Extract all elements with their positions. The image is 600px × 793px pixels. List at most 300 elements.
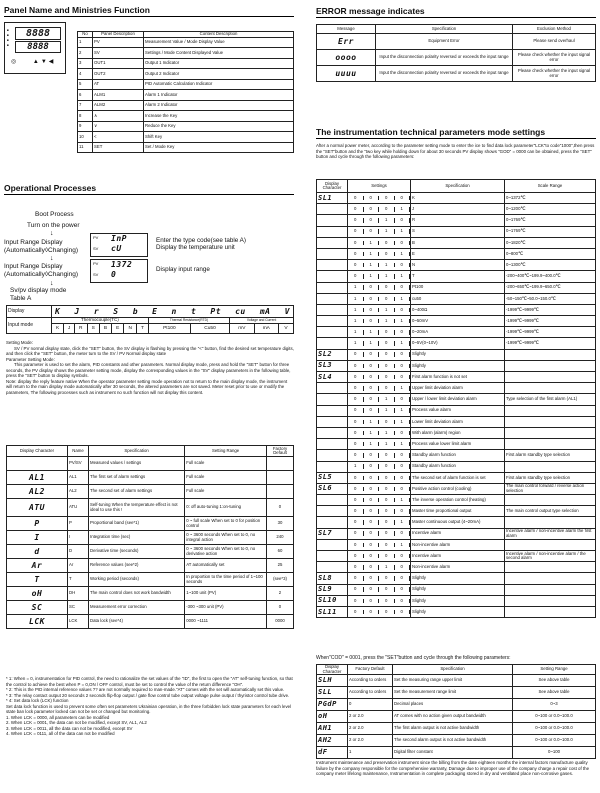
tech-display-char: SL5: [317, 472, 348, 483]
table-row: [317, 282, 596, 293]
left-column: [0, 0, 298, 736]
tech-specification: cu50: [411, 293, 505, 304]
tech-scale-range: 0~1200℃: [505, 204, 596, 215]
tech-scale-range: [505, 539, 596, 550]
settings-digit: 0: [379, 420, 395, 425]
table-cell: 5: [78, 79, 93, 90]
settings-digit: 1: [364, 274, 380, 279]
tech-display-char: [317, 271, 348, 282]
settings-digit: 1: [364, 252, 380, 257]
table-cell: Measurement Value / Mode Display Value: [144, 37, 294, 48]
table-row: [317, 711, 596, 723]
tech-display-char: [317, 304, 348, 315]
table-row: [317, 293, 596, 304]
table-cell: Reduce the Key: [144, 121, 294, 132]
settings-digit: 0: [348, 487, 364, 492]
flow-arrow-3: ↓: [50, 280, 54, 287]
svpv-mode-label: Sv/pv display mode: [10, 287, 67, 294]
tech-display-char: [317, 439, 348, 450]
key-buttons[interactable]: ◎ ▲▼◀: [11, 59, 56, 65]
tech-header-cell: Settings: [348, 180, 411, 193]
settings-digit: 0: [364, 297, 380, 302]
table-cell: I: [68, 531, 89, 545]
table-row: [317, 517, 596, 528]
sv-display: 8888: [15, 41, 61, 53]
table-row: [317, 271, 596, 282]
settings-digit: 1: [395, 341, 411, 346]
settings-digits: [348, 386, 410, 391]
settings-digit: 1: [379, 397, 395, 402]
table-cell: uuuu: [317, 66, 376, 82]
error-header-cell: Exclusion Method: [513, 25, 596, 34]
tech-display-char: [317, 562, 348, 573]
table-row: [317, 562, 596, 573]
table-row: [317, 439, 596, 450]
error-title: ERROR message indicates: [316, 5, 596, 18]
error-header-cell: Message: [317, 25, 376, 34]
table-row: [317, 50, 596, 66]
settings-digits: [348, 453, 410, 458]
tech-display-char: [317, 327, 348, 338]
settings-digit: 0: [348, 543, 364, 548]
tech-intro: After a normal power meter, according to the parameter setting mode to enter the ice to find data lock parameter"LCK"to code"1000",then press the "SET"button and the "two key while holding down for about 30 seconds PV display shows "GOD" = 0000 can be obtained, press the "SET" button and cycle through the following parameters:: [316, 143, 595, 159]
table-row: [317, 735, 596, 747]
note-temp-unit: Display the temperature unit: [156, 244, 235, 251]
tech-specification: Standby alarm function: [411, 461, 505, 472]
settings-digits: [348, 442, 410, 447]
settings-digit: 1: [348, 330, 364, 335]
tech-scale-range: 0~1769℃: [505, 226, 596, 237]
tech-display-char: [317, 260, 348, 271]
tech-display-char: SL1: [317, 193, 348, 204]
tech-display-char: [317, 506, 348, 517]
table-cell: Working period (seconds): [89, 573, 185, 587]
table-cell: LCK: [68, 615, 89, 629]
tech-specification: Incentive alarm: [411, 528, 505, 539]
settings-digit: 0: [364, 196, 380, 201]
table-row: [317, 248, 596, 259]
device-front-panel: [4, 22, 66, 74]
table-cell: DH: [68, 587, 89, 601]
table-row: [317, 338, 596, 349]
settings-digit: 0: [379, 241, 395, 246]
table-cell: [7, 457, 68, 471]
settings-digit: 0: [395, 241, 411, 246]
settings-digit: 0: [348, 520, 364, 525]
table-cell: Digital filter constant: [393, 747, 513, 759]
settings-digits: [348, 229, 410, 234]
table-row: [317, 260, 596, 271]
tech-specification: The inverse operation control (heating): [411, 495, 505, 506]
table-cell: dF: [317, 747, 348, 759]
settings-digit: 0: [364, 375, 380, 380]
settings-digit: 0: [379, 531, 395, 536]
mode-cell: J: [64, 323, 75, 333]
tech-settings: [348, 215, 411, 226]
settings-digits: [348, 297, 410, 302]
tech-settings: [348, 237, 411, 248]
table-cell: Please send overhaul: [513, 34, 596, 50]
table-row: [317, 450, 596, 461]
tech-specification: Master time proportional output: [411, 506, 505, 517]
pv-inp-code: InP: [111, 234, 127, 243]
table-cell: P: [68, 517, 89, 531]
settings-digits: [348, 207, 410, 212]
tech-settings: [348, 495, 411, 506]
table-row: [317, 528, 596, 539]
tech-scale-range: [505, 439, 596, 450]
settings-digit: 0: [395, 599, 411, 604]
settings-digit: 0: [379, 341, 395, 346]
settings-digit: 0: [395, 330, 411, 335]
tech-display-char: [317, 394, 348, 405]
table-cell: Input the disconnection polarity reversed or exceeds the input range: [376, 50, 513, 66]
display-code: n: [171, 306, 177, 316]
settings-digits: [348, 364, 410, 369]
tech-scale-range: [505, 461, 596, 472]
table-cell: AL1: [7, 471, 68, 485]
tech-scale-range: -200~400℃~199.9~400.0℃: [505, 271, 596, 282]
table-cell: 0: [267, 601, 294, 615]
table-cell: 1: [78, 37, 93, 48]
settings-digit: 0: [364, 509, 380, 514]
table-cell: 0 ~ 3600 seconds When set to 0, no derivative action: [185, 545, 267, 559]
table-row: [7, 587, 294, 601]
table-cell: AT: [93, 79, 144, 90]
footnotes: [6, 676, 294, 737]
settings-digits: [348, 520, 410, 525]
settings-digit: 0: [395, 196, 411, 201]
settings-digit: 1: [379, 274, 395, 279]
table-row: [317, 699, 596, 711]
tech-header-cell: Scale Range: [505, 180, 596, 193]
settings-digit: 0: [395, 375, 411, 380]
settings-digit: 0: [348, 364, 364, 369]
table-cell: 0~100: [513, 747, 596, 759]
table-cell: AL2: [68, 485, 89, 499]
note-input-range: Display input range: [156, 266, 210, 273]
table-cell: Self-tuning When the temperature effect is not ideal to use this !: [89, 499, 185, 517]
tech-specification: Incentive alarm: [411, 551, 505, 562]
table-row: [7, 615, 294, 629]
mode-cell: B: [99, 323, 111, 333]
error-table: [316, 24, 596, 82]
settings-digit: 0: [395, 565, 411, 570]
cod-table: [316, 664, 596, 759]
tech-table: [316, 179, 596, 618]
tech-settings: [348, 483, 411, 494]
tech-settings: [348, 226, 411, 237]
table-cell: 0000: [267, 615, 294, 629]
table-cell: 25: [267, 559, 294, 573]
tech-scale-range: [505, 405, 596, 416]
tech-specification: N: [411, 260, 505, 271]
settings-digit: 0: [379, 520, 395, 525]
tech-settings: [348, 517, 411, 528]
table-cell: Please check whether the input signal error: [513, 50, 596, 66]
table-row: [78, 100, 294, 111]
table-cell: AL2: [7, 485, 68, 499]
settings-digit: 1: [379, 408, 395, 413]
settings-digit: 1: [348, 464, 364, 469]
settings-digit: 1: [348, 297, 364, 302]
display-code: Pt: [210, 306, 222, 316]
settings-digits: [348, 352, 410, 357]
settings-digit: 0: [364, 397, 380, 402]
settings-digit: 0: [364, 554, 380, 559]
footnote-line: 1. When LCK = 0000, all parameters can be modified: [6, 714, 110, 720]
tech-specification: B: [411, 237, 505, 248]
footnote-line: Set data lock function is used to prevent some often set parameters Ukrainian operation, in the three forbidden lock state parameters for each level state ban lock parameter locked can not be set or changed but monitoring.: [6, 703, 292, 714]
table-row: [78, 48, 294, 59]
table-cell: Increase the Key: [144, 111, 294, 122]
tech-settings: [348, 394, 411, 405]
settings-digits: [348, 431, 410, 436]
tech-specification: Non-incentive alarm: [411, 539, 505, 550]
table-a: [6, 305, 294, 334]
settings-digit: 0: [348, 576, 364, 581]
table-cell: D: [68, 545, 89, 559]
tech-scale-range: [505, 584, 596, 595]
tech-settings: [348, 562, 411, 573]
tech-display-char: [317, 416, 348, 427]
display-code: b: [132, 306, 139, 316]
tech-settings: [348, 472, 411, 483]
settings-digit: 0: [364, 408, 380, 413]
cod-header-cell: Setting Range: [513, 665, 596, 675]
settings-digit: 0: [395, 464, 411, 469]
table-cell: The first set of alarm settings: [89, 471, 185, 485]
tech-display-char: SL6: [317, 483, 348, 494]
settings-digit: 0: [379, 464, 395, 469]
table-cell: Alarm 1 Indicator: [144, 90, 294, 101]
table-cell: 0~100 or 0.0~100.0: [513, 723, 596, 735]
tech-scale-range: [505, 427, 596, 438]
table-row: [317, 416, 596, 427]
settings-digit: 0: [348, 241, 364, 246]
table-a-tc-label: Thermocouple(TC): [52, 318, 149, 324]
settings-digit: 1: [364, 241, 380, 246]
settings-digit: 0: [395, 364, 411, 369]
settings-digit: 0: [348, 252, 364, 257]
table-cell: oH: [7, 587, 68, 601]
table-cell: Output 2 Indicator: [144, 69, 294, 80]
settings-paragraph: Setting Mode:: [6, 340, 34, 345]
table-row: [317, 675, 596, 687]
boot-process-label: Boot Process: [35, 211, 74, 218]
settings-digit: 0: [379, 252, 395, 257]
tech-header-cell: Display Character: [317, 180, 348, 193]
table-row: [317, 539, 596, 550]
settings-digit: 1: [379, 431, 395, 436]
settings-digit: 0: [364, 487, 380, 492]
tech-settings: [348, 539, 411, 550]
settings-digits: [348, 599, 410, 604]
footnote-line: 2. When LCK = 0001, the data can not be modified, except SV, AL1, AL2: [6, 720, 147, 725]
tech-display-char: [317, 293, 348, 304]
tech-settings: [348, 248, 411, 259]
tech-specification: R: [411, 215, 505, 226]
table-row: [78, 132, 294, 143]
settings-digit: 1: [395, 420, 411, 425]
tech-specification: Slightly: [411, 573, 505, 584]
settings-digit: 0: [395, 476, 411, 481]
table-row: [317, 595, 596, 606]
mini-display-2: PV 1372 SV 0: [90, 259, 148, 283]
mode-cell: N: [124, 323, 137, 333]
mode-cell: Cu50: [190, 323, 229, 333]
mode-cell: mA: [254, 323, 278, 333]
settings-digits: [348, 565, 410, 570]
tech-specification: Process value alarm: [411, 405, 505, 416]
input-range-label-1: Input Range Display: [4, 239, 63, 246]
settings-digit: 1: [395, 498, 411, 503]
settings-digit: 0: [364, 207, 380, 212]
table-row: [317, 472, 596, 483]
settings-digit: 0: [379, 543, 395, 548]
panel-header-cell: No: [78, 32, 93, 38]
table-cell: Equipment Error: [376, 34, 513, 50]
settings-digit: 0: [364, 531, 380, 536]
settings-digit: 1: [395, 442, 411, 447]
sv-cu-code: cU: [111, 244, 122, 253]
settings-digit: 1: [348, 341, 364, 346]
settings-digit: 1: [364, 341, 380, 346]
settings-digits: [348, 341, 410, 346]
settings-digit: 0: [379, 476, 395, 481]
auto-change-label-1: (Automatically◊Changing): [4, 247, 79, 254]
display-code: K: [55, 306, 61, 316]
operational-title: Operational Processes: [4, 182, 294, 195]
mode-cell: K: [52, 323, 64, 333]
settings-digit: 0: [348, 531, 364, 536]
table-row: [317, 483, 596, 494]
settings-digit: 0: [379, 352, 395, 357]
table-row: [317, 551, 596, 562]
table-a-label: Table A: [10, 295, 32, 302]
table-row: [317, 372, 596, 383]
display-code: t: [190, 306, 197, 316]
settings-digits: [348, 464, 410, 469]
table-cell: Please check whether the input signal error: [513, 66, 596, 82]
tech-settings: [348, 193, 411, 204]
table-cell: AT automatically set: [185, 559, 267, 573]
tech-settings: [348, 584, 411, 595]
tech-scale-range: [505, 349, 596, 360]
table-cell: oH: [317, 711, 348, 723]
panel-header-cell: Content Description: [144, 32, 294, 38]
table-cell: [267, 457, 294, 471]
table-cell: (see*3): [267, 573, 294, 587]
tech-specification: E: [411, 248, 505, 259]
table-cell: Set the measurement range limit: [393, 687, 513, 699]
mode-cell: V: [279, 323, 294, 333]
tech-specification: Positive action control (cooling): [411, 483, 505, 494]
flow-arrow-1: ↓: [50, 230, 54, 237]
tech-scale-range: [505, 606, 596, 617]
table-cell: LCK: [7, 615, 68, 629]
display-code: E: [152, 306, 158, 316]
table-cell: OUT1: [93, 58, 144, 69]
tech-settings: [348, 304, 411, 315]
note-type-code: Enter the type code(see table A): [156, 237, 246, 244]
settings-digit: 0: [395, 285, 411, 290]
tech-scale-range: [505, 372, 596, 383]
settings-digit: 1: [364, 431, 380, 436]
tech-display-char: [317, 405, 348, 416]
table-row: [317, 573, 596, 584]
table-row: [317, 360, 596, 371]
table-row: [317, 316, 596, 327]
settings-text: [6, 340, 294, 395]
tech-display-char: SL11: [317, 606, 348, 617]
settings-digit: 0: [379, 487, 395, 492]
tech-display-char: SL10: [317, 595, 348, 606]
table-cell: Full scale: [185, 471, 267, 485]
table-cell: SLH: [317, 675, 348, 687]
tech-specification: J: [411, 204, 505, 215]
tech-settings: [348, 405, 411, 416]
settings-digits: [348, 375, 410, 380]
settings-digit: 0: [364, 319, 380, 324]
settings-digit: 0: [348, 453, 364, 458]
tech-specification: Standby alarm function: [411, 450, 505, 461]
table-row: [317, 204, 596, 215]
table-cell: Ar: [68, 559, 89, 573]
tech-scale-range: [505, 562, 596, 573]
tech-scale-range: [505, 495, 596, 506]
table-row: [78, 69, 294, 80]
tech-scale-range: 0~1769℃: [505, 215, 596, 226]
table-row: [7, 471, 294, 485]
table-cell: According to orders: [348, 687, 393, 699]
tech-scale-range: Incentive alarm / non-incentive alarm the first alarm: [505, 528, 596, 539]
settings-digit: 0: [395, 610, 411, 615]
footnote-line: * 3: The relay contact output 20 seconds 2 seconds flip-flop output / gate flow control tube output voltage pulse output / thyristor control tube drive.: [6, 692, 290, 698]
settings-digit: 0: [364, 610, 380, 615]
table-row: [78, 121, 294, 132]
tech-specification: Slightly: [411, 595, 505, 606]
table-cell: 10: [78, 132, 93, 143]
table-cell: PV/SV: [68, 457, 89, 471]
settings-digit: 1: [379, 263, 395, 268]
settings-digits: [348, 576, 410, 581]
table-cell: [267, 471, 294, 485]
table-cell: <: [93, 132, 144, 143]
settings-digit: 0: [395, 263, 411, 268]
settings-digits: [348, 543, 410, 548]
tech-display-char: [317, 383, 348, 394]
table-cell: 60: [267, 545, 294, 559]
table-row: [7, 517, 294, 531]
table-cell: AL1: [68, 471, 89, 485]
panel-function-table: [77, 31, 294, 153]
settings-digit: 0: [348, 431, 364, 436]
table-cell: Measurement error correction: [89, 601, 185, 615]
tech-scale-range: -1999℃~9999℃: [505, 327, 596, 338]
tech-specification: 0~50mV: [411, 316, 505, 327]
display-code: S: [113, 306, 119, 316]
param-header-cell: Display Character: [7, 446, 68, 457]
tech-scale-range: [505, 573, 596, 584]
settings-digits: [348, 319, 410, 324]
tech-specification: Pt100: [411, 282, 505, 293]
table-cell: Settings / Mode Content Displayed Value: [144, 48, 294, 59]
settings-digit: 1: [379, 442, 395, 447]
table-row: [78, 79, 294, 90]
settings-digit: 0: [364, 587, 380, 592]
tech-settings: [348, 360, 411, 371]
